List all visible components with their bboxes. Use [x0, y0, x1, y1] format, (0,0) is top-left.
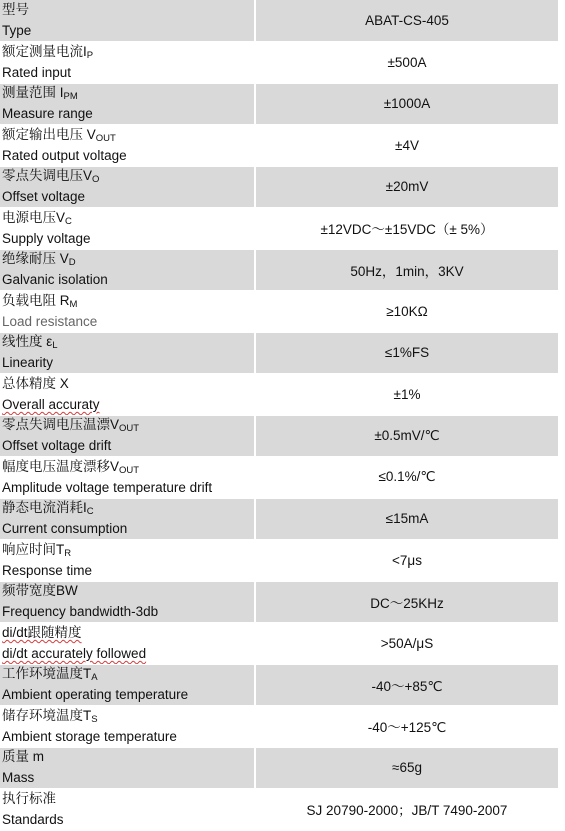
value-cell: ≤1%FS [255, 332, 558, 374]
parameter-cell [0, 747, 255, 789]
value-cell: SJ 20790-2000；JB/T 7490-2007 [255, 789, 558, 831]
parameter-name-cn-text: 频带宽度BW [2, 583, 78, 599]
spec-row [0, 540, 558, 582]
parameter-name-cn [0, 333, 254, 354]
parameter-cell [0, 540, 255, 582]
parameter-symbol-subscript: PM [63, 91, 78, 103]
parameter-name-cn [0, 665, 254, 686]
spec-row [0, 332, 558, 374]
parameter-name-en: Ambient storage temperature [2, 728, 177, 744]
parameter-name-cn-text: 型号 [2, 2, 29, 17]
parameter-symbol-subscript: L [52, 340, 58, 352]
value-cell: <7μs [255, 540, 558, 582]
value-cell: ≈65g [255, 747, 558, 789]
parameter-name-cn-text: 总体精度 X [2, 375, 69, 391]
spec-row [0, 706, 558, 748]
spec-row [0, 249, 558, 291]
parameter-symbol-subscript: C [65, 215, 72, 227]
parameter-symbol-subscript: D [68, 257, 76, 269]
parameter-cell [0, 125, 255, 167]
parameter-name-cn [0, 1, 254, 22]
parameter-name-cn-text: 零点失调电压V [2, 168, 93, 184]
parameter-name-en: Type [2, 23, 32, 38]
parameter-name-en: Linearity [2, 355, 54, 371]
spec-row [0, 125, 558, 167]
parameter-name-cn [0, 582, 254, 603]
spec-row [0, 208, 558, 250]
parameter-symbol-subscript: A [91, 672, 98, 684]
parameter-name-cn [0, 748, 254, 769]
value-cell: 50Hz，1min，3KV [255, 249, 558, 291]
spec-row [0, 747, 558, 789]
parameter-cell [0, 581, 255, 623]
parameter-name-cn-text: 零点失调电压温漂V [2, 417, 120, 433]
parameter-name-en: Amplitude voltage temperature drift [2, 479, 213, 495]
parameter-name-cn [0, 43, 254, 64]
parameter-name-en: Rated output voltage [2, 147, 127, 163]
parameter-cell [0, 457, 255, 499]
parameter-cell [0, 498, 255, 540]
parameter-name-en: Current consumption [2, 521, 128, 537]
parameter-name-en: Frequency bandwidth-3db [2, 604, 159, 620]
parameter-cell [0, 706, 255, 748]
parameter-name-cn-text: 绝缘耐压 V [2, 251, 69, 267]
parameter-symbol-subscript: OUT [119, 464, 140, 476]
parameter-name-cn-text: 质量 m [2, 749, 44, 765]
spec-row [0, 166, 558, 208]
parameter-name-cn [0, 292, 254, 313]
spec-row [0, 83, 558, 125]
parameter-name-cn-text: 额定输出电压 V [2, 126, 96, 142]
parameter-cell [0, 291, 255, 333]
spec-row [0, 0, 558, 42]
parameter-cell [0, 415, 255, 457]
parameter-symbol-subscript: P [86, 49, 94, 61]
parameter-name-cn-text: 储存环境温度T [2, 707, 92, 723]
parameter-name-cn [0, 250, 254, 271]
parameter-name-cn [0, 624, 254, 645]
value-cell: >50A/μS [255, 623, 558, 665]
parameter-name-cn-text: 执行标准 [2, 790, 56, 806]
value-cell: DC～25KHz [255, 581, 558, 623]
parameter-name-en: Overall accuraty [2, 396, 100, 412]
parameter-name-en: Mass [2, 770, 35, 786]
parameter-name-en: Standards [2, 811, 64, 827]
parameter-name-cn-text: 线性度 ε [2, 334, 53, 350]
parameter-cell [0, 166, 255, 208]
parameter-cell [0, 789, 255, 831]
parameter-name-cn-text: 测量范围 I [2, 85, 64, 101]
parameter-name-cn [0, 790, 254, 811]
parameter-name-en: Offset voltage drift [2, 438, 112, 454]
spec-row [0, 457, 558, 499]
parameter-name-cn [0, 541, 254, 562]
parameter-name-cn [0, 126, 254, 147]
value-cell: ±500A [255, 42, 558, 84]
parameter-name-en: Response time [2, 562, 93, 578]
parameter-name-cn [0, 458, 254, 479]
spec-row [0, 291, 558, 333]
value-cell: ±1% [255, 374, 558, 416]
parameter-cell [0, 208, 255, 250]
parameter-name-en: Ambient operating temperature [2, 687, 189, 703]
parameter-name-en: Supply voltage [2, 230, 91, 246]
parameter-name-cn [0, 167, 254, 188]
parameter-cell [0, 623, 255, 665]
value-cell: ±0.5mV/℃ [255, 415, 558, 457]
value-cell: ABAT-CS-405 [255, 0, 558, 42]
parameter-cell [0, 0, 255, 42]
parameter-symbol-subscript: OUT [119, 423, 140, 435]
parameter-name-en: di/dt accurately followed [2, 645, 147, 661]
value-cell: ≥10KΩ [255, 291, 558, 333]
parameter-name-cn-text: 额定测量电流I [2, 43, 87, 59]
parameter-cell [0, 664, 255, 706]
parameter-name-cn-text: 电源电压V [2, 209, 66, 225]
value-cell: ±1000A [255, 83, 558, 125]
parameter-name-cn [0, 499, 254, 520]
value-cell: ±4V [255, 125, 558, 167]
parameter-name-cn-text: 工作环境温度T [2, 666, 92, 682]
spec-row [0, 623, 558, 665]
parameter-name-cn [0, 375, 254, 396]
parameter-symbol-subscript: S [91, 713, 98, 725]
parameter-name-cn-text: 响应时间T [2, 541, 65, 557]
parameter-name-cn-text: di/dt跟随精度 [2, 624, 82, 640]
parameter-symbol-subscript: M [69, 298, 78, 310]
parameter-name-en: Load resistance [2, 313, 98, 329]
parameter-name-en: Galvanic isolation [2, 272, 108, 288]
parameter-name-cn [0, 416, 254, 437]
parameter-name-cn-text: 静态电流消耗I [2, 500, 87, 516]
parameter-cell [0, 249, 255, 291]
spec-row [0, 664, 558, 706]
parameter-name-en: Rated input [2, 64, 72, 80]
value-cell: ±20mV [255, 166, 558, 208]
value-cell: ±12VDC～±15VDC（± 5%） [255, 208, 558, 250]
parameter-name-cn-text: 负载电阻 R [2, 292, 70, 308]
parameter-symbol-subscript: OUT [95, 132, 116, 144]
parameter-symbol-subscript: C [86, 506, 94, 518]
value-cell: ≤15mA [255, 498, 558, 540]
parameter-cell [0, 83, 255, 125]
parameter-cell [0, 374, 255, 416]
value-cell: -40～+85℃ [255, 664, 558, 706]
value-cell: -40～+125℃ [255, 706, 558, 748]
parameter-symbol-subscript: R [64, 547, 72, 559]
value-cell: ≤0.1%/℃ [255, 457, 558, 499]
parameter-cell [0, 42, 255, 84]
parameter-name-en: Offset voltage [2, 189, 86, 205]
parameter-symbol-subscript: O [92, 174, 100, 186]
spec-row [0, 42, 558, 84]
parameter-name-cn [0, 209, 254, 230]
spec-row [0, 581, 558, 623]
spec-row [0, 374, 558, 416]
parameter-name-cn [0, 84, 254, 105]
parameter-cell [0, 332, 255, 374]
parameter-name-en: Measure range [2, 106, 93, 122]
spec-row [0, 789, 558, 831]
parameter-name-cn-text: 幅度电压温度漂移V [2, 458, 120, 474]
spec-row [0, 498, 558, 540]
spec-row [0, 415, 558, 457]
parameter-name-cn [0, 707, 254, 728]
